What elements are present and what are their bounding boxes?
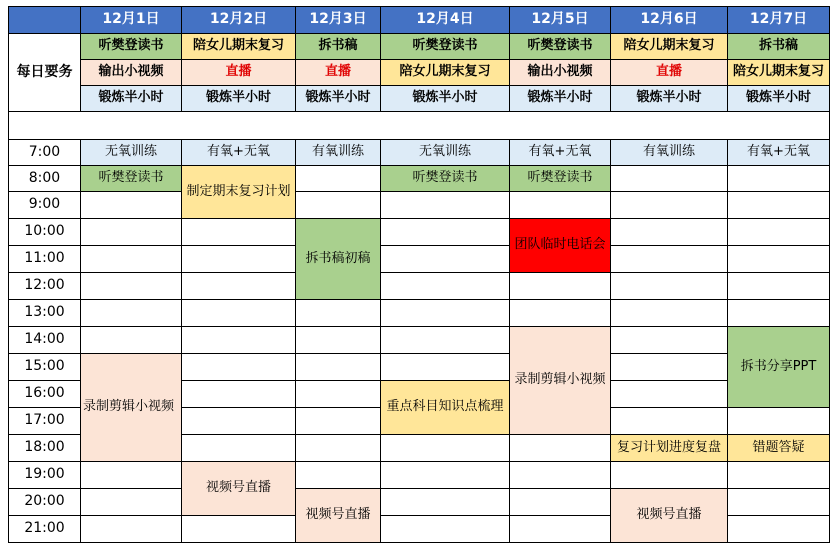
spacer-cell[interactable] bbox=[9, 112, 830, 140]
priority-cell[interactable]: 锻炼半小时 bbox=[81, 86, 182, 112]
empty-cell[interactable] bbox=[728, 462, 830, 489]
empty-cell[interactable] bbox=[381, 273, 510, 300]
event-cell[interactable]: 团队临时电话会 bbox=[510, 219, 611, 273]
priorities-label[interactable]: 每日要务 bbox=[9, 34, 81, 112]
time-label[interactable]: 12:00 bbox=[9, 273, 81, 300]
empty-cell[interactable] bbox=[381, 516, 510, 543]
priority-cell[interactable]: 锻炼半小时 bbox=[182, 86, 296, 112]
empty-cell[interactable] bbox=[381, 300, 510, 327]
empty-cell[interactable] bbox=[81, 246, 182, 273]
priority-cell[interactable]: 陪女儿期末复习 bbox=[611, 34, 728, 60]
priority-cell[interactable]: 拆书稿 bbox=[728, 34, 830, 60]
day-header[interactable]: 12月1日 bbox=[81, 7, 182, 34]
time-row bbox=[9, 354, 830, 381]
empty-cell[interactable] bbox=[728, 166, 830, 192]
time-row bbox=[9, 166, 830, 192]
time-row bbox=[9, 300, 830, 327]
empty-cell[interactable] bbox=[611, 246, 728, 273]
empty-cell[interactable] bbox=[510, 273, 611, 300]
event-cell[interactable]: 听樊登读书 bbox=[81, 166, 182, 192]
day-header[interactable]: 12月3日 bbox=[296, 7, 381, 34]
empty-cell[interactable] bbox=[510, 462, 611, 489]
priority-cell[interactable]: 陪女儿期末复习 bbox=[182, 34, 296, 60]
event-cell[interactable]: 听樊登读书 bbox=[381, 166, 510, 192]
empty-cell[interactable] bbox=[182, 300, 296, 327]
empty-cell[interactable] bbox=[296, 192, 381, 219]
empty-cell[interactable] bbox=[81, 516, 182, 543]
time-label[interactable]: 17:00 bbox=[9, 408, 81, 435]
priority-cell[interactable]: 陪女儿期末复习 bbox=[728, 60, 830, 86]
empty-cell[interactable] bbox=[81, 462, 182, 489]
empty-cell[interactable] bbox=[182, 381, 296, 408]
empty-cell[interactable] bbox=[611, 327, 728, 354]
event-cell[interactable]: 视频号直播 bbox=[182, 462, 296, 516]
time-label[interactable]: 9:00 bbox=[9, 192, 81, 219]
day-header[interactable]: 12月4日 bbox=[381, 7, 510, 34]
priority-row bbox=[9, 86, 830, 112]
priority-cell[interactable]: 锻炼半小时 bbox=[510, 86, 611, 112]
empty-cell[interactable] bbox=[611, 408, 728, 435]
priority-cell[interactable]: 直播 bbox=[611, 60, 728, 86]
time-row bbox=[9, 219, 830, 246]
empty-cell[interactable] bbox=[182, 327, 296, 354]
empty-cell[interactable] bbox=[381, 246, 510, 273]
time-row bbox=[9, 273, 830, 300]
priority-row bbox=[9, 60, 830, 86]
empty-cell[interactable] bbox=[381, 489, 510, 516]
empty-cell[interactable] bbox=[728, 516, 830, 543]
empty-cell[interactable] bbox=[381, 327, 510, 354]
priority-cell[interactable]: 锻炼半小时 bbox=[296, 86, 381, 112]
empty-cell[interactable] bbox=[611, 381, 728, 408]
time-row bbox=[9, 327, 830, 354]
time-label[interactable]: 10:00 bbox=[9, 219, 81, 246]
empty-cell[interactable] bbox=[611, 219, 728, 246]
empty-cell[interactable] bbox=[611, 354, 728, 381]
empty-cell[interactable] bbox=[182, 219, 296, 246]
empty-cell[interactable] bbox=[296, 354, 381, 381]
time-row bbox=[9, 246, 830, 273]
event-cell[interactable]: 有氧+无氧 bbox=[510, 140, 611, 166]
empty-cell[interactable] bbox=[611, 462, 728, 489]
empty-cell[interactable] bbox=[728, 273, 830, 300]
time-label[interactable]: 19:00 bbox=[9, 462, 81, 489]
event-cell[interactable]: 有氧+无氧 bbox=[728, 140, 830, 166]
empty-cell[interactable] bbox=[728, 408, 830, 435]
time-label[interactable]: 20:00 bbox=[9, 489, 81, 516]
spacer-row bbox=[9, 112, 830, 140]
time-row bbox=[9, 140, 830, 166]
priority-cell[interactable]: 输出小视频 bbox=[510, 60, 611, 86]
time-row bbox=[9, 192, 830, 219]
time-label[interactable]: 16:00 bbox=[9, 381, 81, 408]
empty-cell[interactable] bbox=[728, 192, 830, 219]
empty-cell[interactable] bbox=[182, 408, 296, 435]
time-label[interactable]: 15:00 bbox=[9, 354, 81, 381]
empty-cell[interactable] bbox=[611, 192, 728, 219]
day-header[interactable]: 12月6日 bbox=[611, 7, 728, 34]
empty-cell[interactable] bbox=[81, 489, 182, 516]
priority-cell[interactable]: 输出小视频 bbox=[81, 60, 182, 86]
empty-cell[interactable] bbox=[81, 300, 182, 327]
time-label[interactable]: 8:00 bbox=[9, 166, 81, 192]
priority-cell[interactable]: 锻炼半小时 bbox=[381, 86, 510, 112]
event-cell[interactable]: 有氧训练 bbox=[611, 140, 728, 166]
empty-cell[interactable] bbox=[381, 192, 510, 219]
time-label[interactable]: 7:00 bbox=[9, 140, 81, 166]
empty-cell[interactable] bbox=[81, 219, 182, 246]
day-header[interactable]: 12月5日 bbox=[510, 7, 611, 34]
empty-cell[interactable] bbox=[296, 435, 381, 462]
event-cell[interactable]: 视频号直播 bbox=[611, 489, 728, 543]
empty-cell[interactable] bbox=[381, 435, 510, 462]
empty-cell[interactable] bbox=[296, 300, 381, 327]
event-cell[interactable]: 制定期末复习计划 bbox=[182, 166, 296, 219]
priority-cell[interactable]: 陪女儿期末复习 bbox=[381, 60, 510, 86]
priority-cell[interactable]: 听樊登读书 bbox=[510, 34, 611, 60]
event-cell[interactable]: 有氧训练 bbox=[296, 140, 381, 166]
priority-cell[interactable]: 锻炼半小时 bbox=[611, 86, 728, 112]
priority-cell[interactable]: 拆书稿 bbox=[296, 34, 381, 60]
priority-cell[interactable]: 直播 bbox=[182, 60, 296, 86]
empty-cell[interactable] bbox=[182, 354, 296, 381]
weekly-schedule-table bbox=[8, 6, 830, 543]
empty-cell[interactable] bbox=[296, 166, 381, 192]
event-cell[interactable]: 录制剪辑小视频 bbox=[81, 354, 182, 462]
empty-cell[interactable] bbox=[510, 192, 611, 219]
empty-cell[interactable] bbox=[182, 246, 296, 273]
header-row bbox=[9, 7, 830, 34]
empty-cell[interactable] bbox=[182, 273, 296, 300]
empty-cell[interactable] bbox=[296, 462, 381, 489]
day-header[interactable]: 12月7日 bbox=[728, 7, 830, 34]
priority-cell[interactable]: 听樊登读书 bbox=[81, 34, 182, 60]
event-cell[interactable]: 视频号直播 bbox=[296, 489, 381, 543]
event-cell[interactable]: 复习计划进度复盘 bbox=[611, 435, 728, 462]
time-row bbox=[9, 489, 830, 516]
empty-cell[interactable] bbox=[510, 489, 611, 516]
empty-cell[interactable] bbox=[81, 327, 182, 354]
empty-cell[interactable] bbox=[296, 381, 381, 408]
empty-cell[interactable] bbox=[611, 166, 728, 192]
empty-cell[interactable] bbox=[510, 300, 611, 327]
empty-cell[interactable] bbox=[381, 354, 510, 381]
empty-cell[interactable] bbox=[81, 273, 182, 300]
empty-cell[interactable] bbox=[728, 489, 830, 516]
time-label[interactable]: 18:00 bbox=[9, 435, 81, 462]
empty-cell[interactable] bbox=[81, 192, 182, 219]
empty-cell[interactable] bbox=[381, 219, 510, 246]
event-cell[interactable]: 拆书稿初稿 bbox=[296, 219, 381, 300]
empty-cell[interactable] bbox=[182, 435, 296, 462]
event-cell[interactable]: 无氧训练 bbox=[381, 140, 510, 166]
event-cell[interactable]: 有氧+无氧 bbox=[182, 140, 296, 166]
event-cell[interactable]: 错题答疑 bbox=[728, 435, 830, 462]
event-cell[interactable]: 重点科目知识点梳理 bbox=[381, 381, 510, 435]
event-cell[interactable]: 无氧训练 bbox=[81, 140, 182, 166]
time-label[interactable]: 13:00 bbox=[9, 300, 81, 327]
empty-cell[interactable] bbox=[510, 435, 611, 462]
event-cell[interactable]: 拆书分享PPT bbox=[728, 327, 830, 408]
empty-cell[interactable] bbox=[510, 516, 611, 543]
time-row bbox=[9, 462, 830, 489]
time-label[interactable]: 21:00 bbox=[9, 516, 81, 543]
priority-cell[interactable]: 听樊登读书 bbox=[381, 34, 510, 60]
empty-cell[interactable] bbox=[728, 300, 830, 327]
priority-cell[interactable]: 直播 bbox=[296, 60, 381, 86]
corner-cell[interactable] bbox=[9, 7, 81, 34]
empty-cell[interactable] bbox=[296, 327, 381, 354]
priority-cell[interactable]: 锻炼半小时 bbox=[728, 86, 830, 112]
event-cell[interactable]: 录制剪辑小视频 bbox=[510, 327, 611, 435]
empty-cell[interactable] bbox=[611, 300, 728, 327]
time-label[interactable]: 14:00 bbox=[9, 327, 81, 354]
empty-cell[interactable] bbox=[728, 219, 830, 246]
event-cell[interactable]: 听樊登读书 bbox=[510, 166, 611, 192]
priority-row bbox=[9, 34, 830, 60]
empty-cell[interactable] bbox=[611, 273, 728, 300]
empty-cell[interactable] bbox=[182, 516, 296, 543]
empty-cell[interactable] bbox=[381, 462, 510, 489]
day-header[interactable]: 12月2日 bbox=[182, 7, 296, 34]
empty-cell[interactable] bbox=[296, 408, 381, 435]
empty-cell[interactable] bbox=[728, 246, 830, 273]
time-label[interactable]: 11:00 bbox=[9, 246, 81, 273]
